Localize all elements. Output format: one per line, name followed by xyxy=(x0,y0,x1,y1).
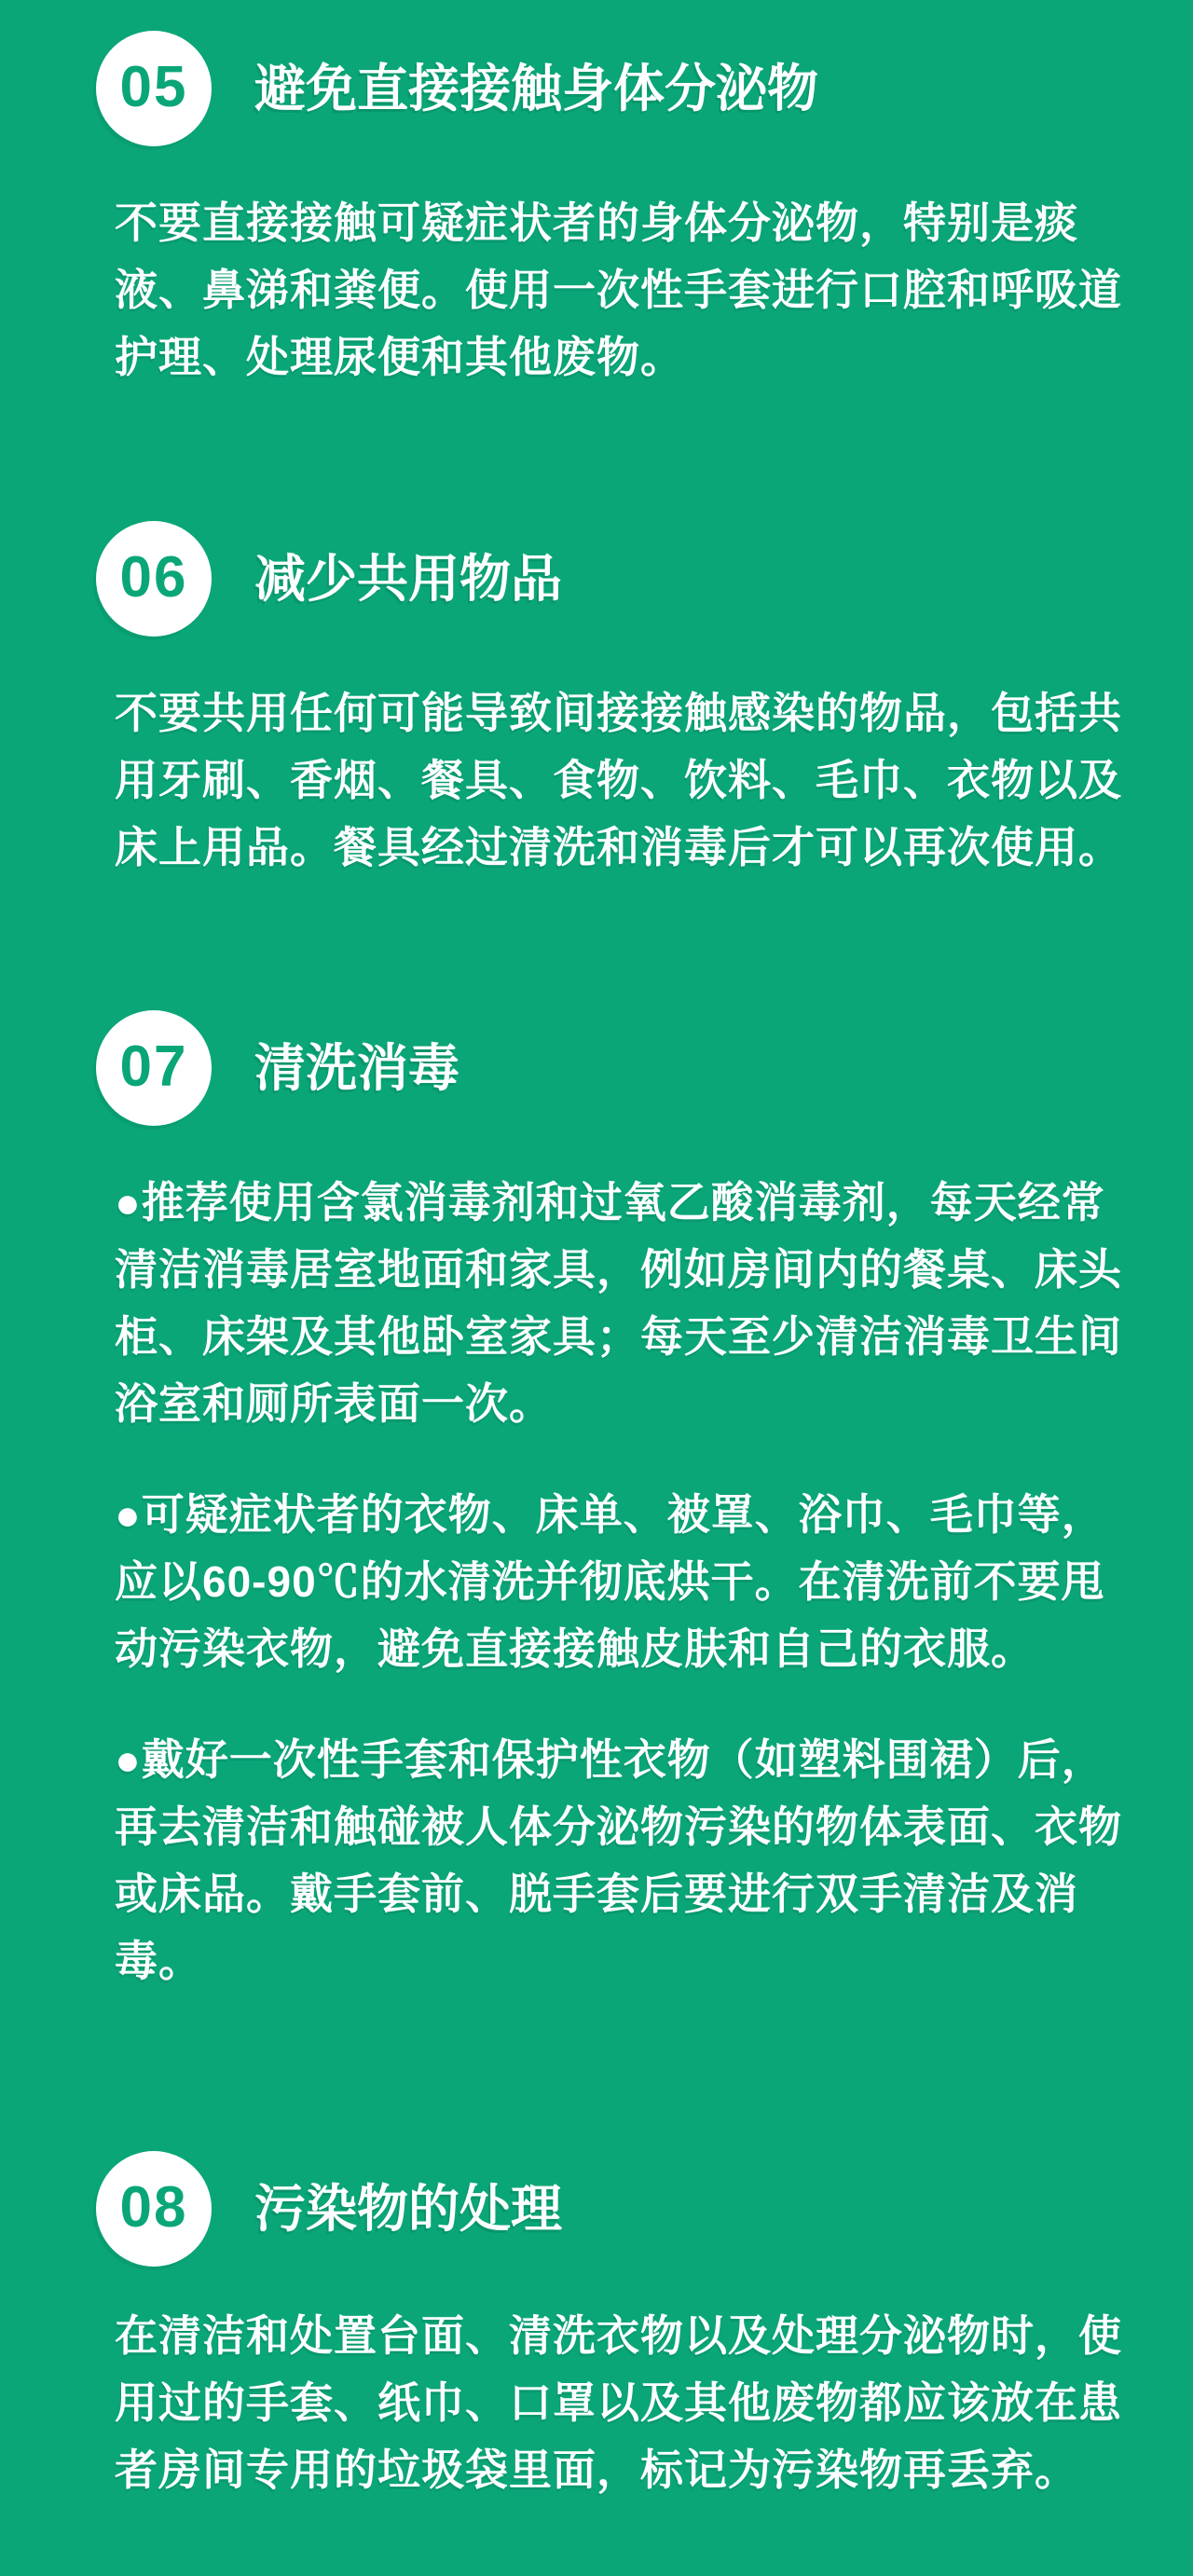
text-line: 毒。 xyxy=(115,1937,202,1985)
infographic-page xyxy=(0,31,1193,2576)
text-line: 用牙刷、香烟、餐具、食物、饮料、毛巾、衣物以及 xyxy=(115,756,1122,804)
text-line: ●可疑症状者的衣物、床单、被罩、浴巾、毛巾等， xyxy=(115,1490,1105,1539)
body-paragraph xyxy=(115,2302,1122,2503)
text-line: ●推荐使用含氯消毒剂和过氧乙酸消毒剂，每天经常 xyxy=(115,1178,1105,1226)
section-07-body xyxy=(115,1169,1122,1994)
text-line: 护理、处理尿便和其他废物。 xyxy=(115,333,684,381)
section-06 xyxy=(115,521,1122,881)
text-line: 浴室和厕所表面一次。 xyxy=(115,1379,553,1428)
section-number-badge xyxy=(96,1010,212,1126)
text-line: 应以60-90℃的水清洗并彻底烘干。在清洗前不要甩 xyxy=(115,1557,1105,1606)
body-paragraph xyxy=(115,679,1122,881)
section-08-header xyxy=(96,2151,1100,2267)
text-line: 液、鼻涕和粪便。使用一次性手套进行口腔和呼吸道 xyxy=(115,266,1122,314)
section-07 xyxy=(115,1010,1122,1994)
text-line: 再去清洁和触碰被人体分泌物污染的物体表面、衣物 xyxy=(115,1802,1122,1851)
section-title: 清洗消毒 xyxy=(254,1038,460,1097)
section-number: 06 xyxy=(119,544,188,610)
section-06-body xyxy=(115,679,1122,881)
text-line: 床上用品。餐具经过清洗和消毒后才可以再次使用。 xyxy=(115,823,1122,871)
text-line: 动污染衣物，避免直接接触皮肤和自己的衣服。 xyxy=(115,1624,1035,1673)
section-05 xyxy=(115,31,1122,391)
text-line: ●戴好一次性手套和保护性衣物（如塑料围裙）后， xyxy=(115,1735,1105,1784)
section-number: 07 xyxy=(119,1034,188,1099)
text-line: 或床品。戴手套前、脱手套后要进行双手清洁及消 xyxy=(115,1870,1078,1918)
section-07-header xyxy=(96,1010,1100,1126)
body-paragraph xyxy=(115,189,1122,391)
section-number-badge xyxy=(96,521,212,637)
section-number: 08 xyxy=(119,2174,188,2240)
section-05-body xyxy=(115,189,1122,391)
section-number: 05 xyxy=(119,54,188,119)
section-08 xyxy=(115,2151,1122,2503)
bullet-paragraph xyxy=(115,1726,1122,1994)
section-06-header xyxy=(96,521,1100,637)
section-number-badge xyxy=(96,31,212,146)
text-line: 不要共用任何可能导致间接接触感染的物品，包括共 xyxy=(115,689,1122,737)
text-line: 清洁消毒居室地面和家具，例如房间内的餐桌、床头 xyxy=(115,1245,1122,1294)
section-title: 减少共用物品 xyxy=(254,549,563,608)
text-line: 柜、床架及其他卧室家具；每天至少清洁消毒卫生间 xyxy=(115,1312,1122,1361)
text-line: 在清洁和处置台面、清洗衣物以及处理分泌物时，使 xyxy=(115,2311,1122,2360)
text-line: 用过的手套、纸巾、口罩以及其他废物都应该放在患 xyxy=(115,2378,1122,2427)
section-05-header xyxy=(96,31,1100,146)
bullet-paragraph xyxy=(115,1169,1122,1437)
bullet-paragraph xyxy=(115,1481,1105,1682)
text-line: 不要直接接触可疑症状者的身体分泌物，特别是痰 xyxy=(115,199,1078,247)
section-title: 污染物的处理 xyxy=(254,2179,563,2238)
section-08-body xyxy=(115,2302,1122,2503)
section-title: 避免直接接触身体分泌物 xyxy=(254,59,819,117)
section-number-badge xyxy=(96,2151,212,2267)
text-line: 者房间专用的垃圾袋里面，标记为污染物再丢弃。 xyxy=(115,2446,1078,2494)
